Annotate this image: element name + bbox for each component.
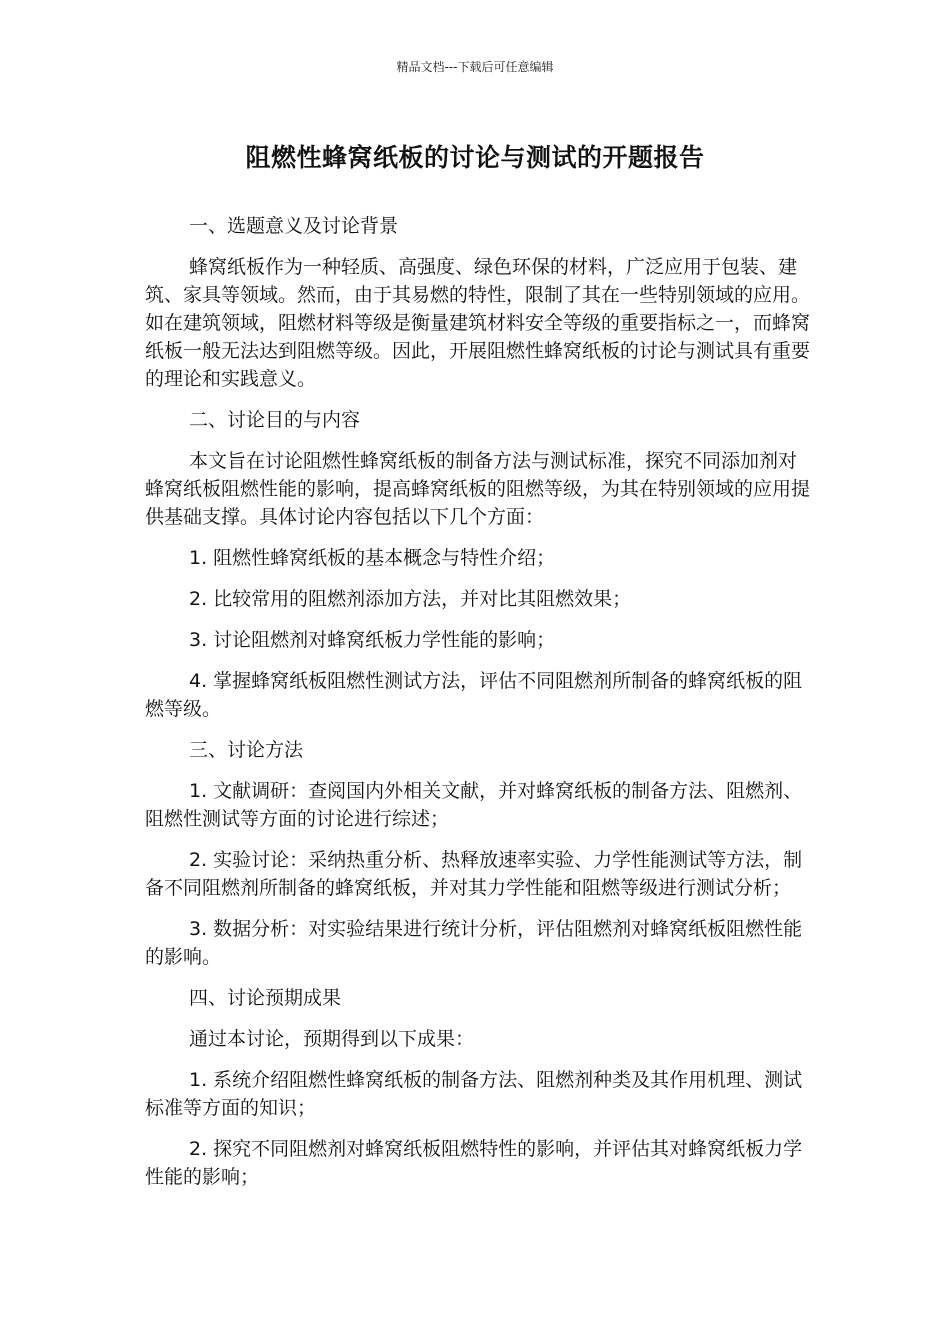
paragraph-background: 蜂窝纸板作为一种轻质、高强度、绿色环保的材料，广泛应用于包装、建筑、家具等领域。然而，由于其易燃的特性，限制了其在一些特别领域的应用。如在建筑领域，阻燃材料等级是衡量建筑材料安全等级的重要指标之一，而蜂窝纸板一般无法达到阻燃等级。因此，开展阻燃性蜂窝纸板的讨论与测试具有重要的理论和实践意义。: [145, 256, 811, 390]
list-item: 4. 掌握蜂窝纸板阻燃性测试方法，评估不同阻燃剂所制备的蜂窝纸板的阻燃等级。: [145, 670, 803, 720]
list-item: 3. 数据分析：对实验结果进行统计分析，评估阻燃剂对蜂窝纸板阻燃性能的影响。: [145, 918, 803, 968]
list-item: 1. 阻燃性蜂窝纸板的基本概念与特性介绍；: [189, 547, 556, 569]
section-heading-2: 二、讨论目的与内容: [189, 409, 361, 431]
section-heading-4: 四、讨论预期成果: [189, 987, 342, 1009]
section-heading-3: 三、讨论方法: [189, 739, 304, 761]
section-heading-1: 一、选题意义及讨论背景: [189, 215, 399, 237]
paragraph-purpose: 本文旨在讨论阻燃性蜂窝纸板的制备方法与测试标准，探究不同添加剂对蜂窝纸板阻燃性能的影响，提高蜂窝纸板的阻燃等级，为其在特别领域的应用提供基础支撑。具体讨论内容包括以下几个方面：: [145, 450, 811, 528]
document-body: [145, 212, 810, 1204]
header-note: 精品文档---下载后可任意编辑: [396, 60, 554, 74]
list-item: 2. 比较常用的阻燃剂添加方法，并对比其阻燃效果；: [189, 588, 632, 610]
list-item: 2. 探究不同阻燃剂对蜂窝纸板阻燃特性的影响，并评估其对蜂窝纸板力学性能的影响；: [145, 1138, 803, 1188]
document-title: 阻燃性蜂窝纸板的讨论与测试的开题报告: [245, 143, 705, 172]
list-item: 1. 系统介绍阻燃性蜂窝纸板的制备方法、阻燃剂种类及其作用机理、测试标准等方面的知识；: [145, 1069, 803, 1119]
paragraph-intro: 通过本讨论，预期得到以下成果：: [189, 1028, 475, 1050]
list-item: 3. 讨论阻燃剂对蜂窝纸板力学性能的影响；: [189, 629, 556, 651]
list-item: 1. 文献调研：查阅国内外相关文献，并对蜂窝纸板的制备方法、阻燃剂、阻燃性测试等方面的讨论进行综述；: [145, 780, 803, 830]
list-item: 2. 实验讨论：采纳热重分析、热释放速率实验、力学性能测试等方法，制备不同阻燃剂所制备的蜂窝纸板，并对其力学性能和阻燃等级进行测试分析；: [145, 849, 803, 899]
